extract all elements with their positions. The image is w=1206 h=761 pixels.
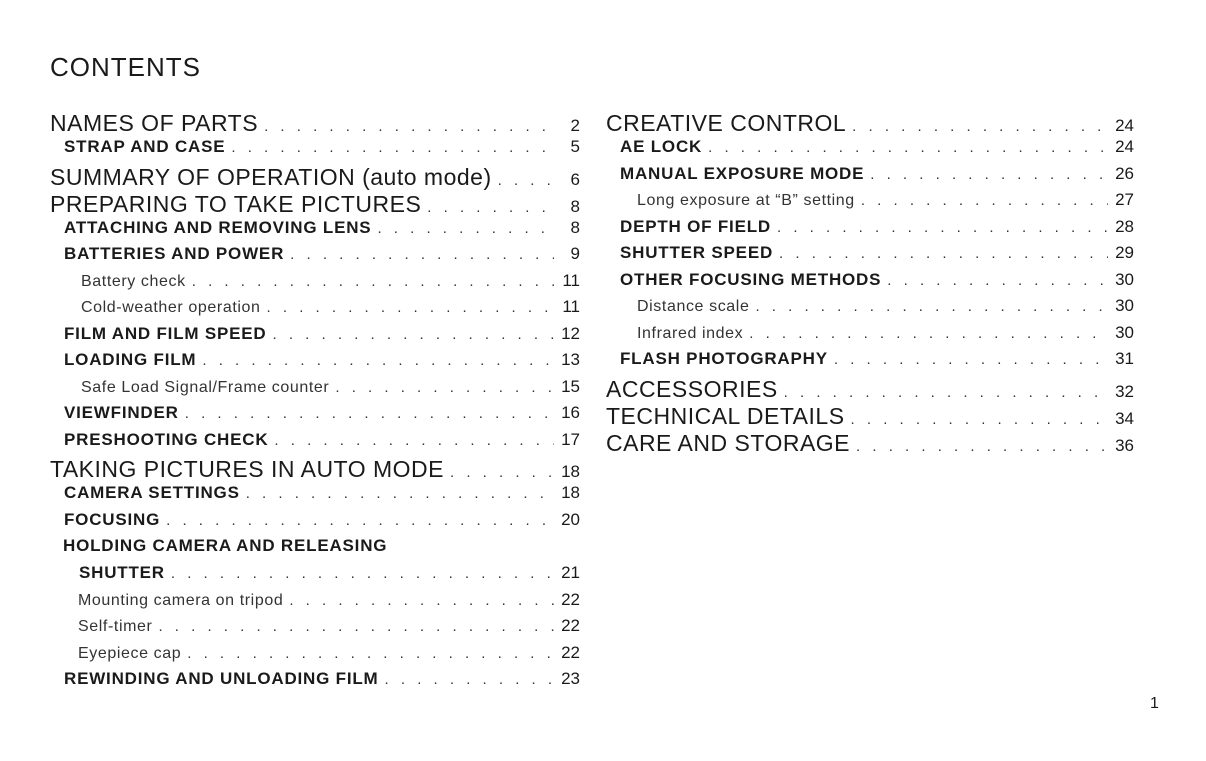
toc-entry-page: 22	[561, 589, 580, 609]
toc-entry-page: 18	[561, 462, 580, 481]
leader-dots	[427, 199, 554, 216]
toc-entry-page: 2	[570, 116, 580, 135]
leader-dots	[852, 118, 1108, 135]
leader-dots	[267, 299, 554, 316]
toc-entry-page: 24	[1115, 137, 1134, 156]
leader-dots	[851, 411, 1108, 428]
toc-entry-page: 26	[1115, 163, 1134, 183]
leader-dots	[887, 272, 1108, 289]
toc-entry-page: 6	[570, 169, 580, 189]
toc-entry[interactable]	[50, 563, 580, 590]
leader-dots	[784, 384, 1108, 401]
toc-entry[interactable]	[606, 403, 1134, 430]
leader-dots	[450, 464, 554, 481]
toc-entry-title: VIEWFINDER	[64, 403, 179, 422]
toc-entry-title: Infrared index	[637, 324, 744, 342]
toc-entry-page: 30	[1115, 269, 1134, 289]
toc-entry[interactable]	[606, 164, 1134, 191]
toc-entry[interactable]	[50, 244, 580, 271]
toc-left-column	[50, 110, 580, 696]
toc-entry-page: 5	[570, 137, 580, 156]
toc-entry[interactable]	[50, 350, 580, 377]
toc-entry-page: 18	[561, 483, 580, 502]
toc-entry-title: SHUTTER SPEED	[620, 243, 774, 262]
toc-entry-page: 27	[1115, 190, 1134, 209]
toc-entry-page: 9	[570, 244, 580, 263]
toc-entry-title: MANUAL EXPOSURE MODE	[620, 163, 865, 183]
toc-entry[interactable]	[50, 297, 580, 324]
leader-dots	[264, 118, 554, 135]
leader-dots	[202, 352, 554, 369]
leader-dots	[274, 432, 554, 449]
toc-entry[interactable]	[606, 376, 1134, 403]
toc-entry[interactable]	[50, 616, 580, 643]
toc-entry[interactable]	[606, 137, 1134, 164]
toc-entry-title: FILM AND FILM SPEED	[64, 323, 267, 343]
leader-dots	[185, 405, 554, 422]
toc-entry-title: FOCUSING	[64, 509, 161, 529]
leader-dots	[171, 565, 554, 582]
toc-entry-page: 32	[1115, 381, 1134, 401]
toc-entry[interactable]	[50, 403, 580, 430]
toc-entry[interactable]	[50, 324, 580, 351]
toc-entry-title: Eyepiece cap	[78, 644, 182, 662]
toc-entry-page: 34	[1115, 408, 1134, 428]
toc-entry[interactable]	[50, 510, 580, 537]
toc-entry[interactable]	[50, 218, 580, 245]
toc-entry[interactable]	[606, 243, 1134, 270]
toc-entry-page: 8	[570, 196, 580, 216]
toc-entry-title: DEPTH OF FIELD	[620, 216, 771, 236]
leader-dots	[834, 351, 1108, 368]
toc-entry-title: CAMERA SETTINGS	[64, 483, 240, 502]
toc-entry[interactable]	[50, 137, 580, 164]
toc-entry-title: REWINDING AND UNLOADING FILM	[64, 669, 379, 688]
leader-dots	[246, 485, 554, 502]
toc-entry-title: NAMES OF PARTS	[50, 110, 259, 136]
toc-entry[interactable]	[50, 483, 580, 510]
toc-entry-page: 36	[1115, 435, 1134, 455]
toc-entry[interactable]	[50, 590, 580, 617]
leader-dots	[158, 618, 554, 635]
toc-entry-title: SUMMARY OF OPERATION (auto mode)	[50, 163, 492, 190]
toc-entry-page: 12	[561, 323, 580, 343]
toc-entry[interactable]	[606, 323, 1134, 350]
toc-entry[interactable]	[50, 669, 580, 696]
toc-entry[interactable]	[606, 430, 1134, 457]
toc-entry-page: 29	[1115, 243, 1134, 262]
toc-entry-page: 15	[561, 376, 580, 396]
toc-entry-title: SHUTTER	[79, 563, 165, 582]
toc-entry-page: 16	[561, 403, 580, 422]
toc-entry-title: OTHER FOCUSING METHODS	[620, 269, 882, 289]
toc-entry-title: Battery check	[81, 272, 186, 290]
toc-entry-page: 17	[561, 429, 580, 449]
toc-entry-title: BATTERIES AND POWER	[64, 244, 285, 263]
toc-entry-title: ATTACHING AND REMOVING LENS	[64, 217, 372, 237]
leader-dots	[856, 438, 1108, 455]
leader-dots	[749, 325, 1108, 342]
toc-entry-title: Safe Load Signal/Frame counter	[81, 378, 330, 396]
toc-entry-title: STRAP AND CASE	[64, 137, 226, 156]
toc-entry-page: 31	[1115, 349, 1134, 368]
toc-entry[interactable]	[50, 643, 580, 670]
toc-entry-page: 8	[570, 217, 580, 237]
leader-dots	[755, 298, 1108, 315]
toc-entry-title-line1[interactable]: HOLDING CAMERA AND RELEASING	[63, 536, 388, 555]
toc-entry-title: CARE AND STORAGE	[606, 429, 851, 456]
toc-entry-page: 20	[561, 509, 580, 529]
leader-dots	[192, 273, 554, 290]
leader-dots	[708, 139, 1108, 156]
leader-dots	[335, 379, 554, 396]
toc-entry[interactable]	[606, 190, 1134, 217]
toc-entry-title: AE LOCK	[620, 137, 703, 156]
toc-entry-page: 30	[1115, 322, 1134, 342]
toc-entry[interactable]	[606, 110, 1134, 137]
toc-entry[interactable]	[50, 456, 580, 483]
toc-entry-title: Distance scale	[637, 298, 750, 315]
toc-entry[interactable]	[50, 430, 580, 457]
leader-dots	[498, 172, 554, 189]
toc-entry-title: ACCESSORIES	[606, 375, 778, 402]
toc-entry-page: 11	[562, 297, 580, 316]
toc-entry-title: TECHNICAL DETAILS	[606, 402, 845, 429]
toc-entry-page: 11	[562, 270, 580, 290]
toc-entry-page: 13	[561, 350, 580, 369]
toc-entry-page: 22	[561, 616, 580, 635]
toc-entry-title: CREATIVE CONTROL	[606, 110, 847, 136]
toc-entry-page: 28	[1115, 216, 1134, 236]
toc-entry-page: 24	[1115, 116, 1134, 135]
leader-dots	[273, 326, 554, 343]
leader-dots	[779, 245, 1108, 262]
toc-entry[interactable]	[50, 271, 580, 298]
leader-dots	[290, 246, 554, 263]
toc-entry[interactable]	[50, 164, 580, 191]
toc-entry-page: 30	[1115, 296, 1134, 315]
toc-entry-title: Self-timer	[78, 618, 153, 635]
leader-dots	[166, 512, 554, 529]
toc-entry-title: Long exposure at “B” setting	[637, 192, 855, 209]
toc-entry-title: FLASH PHOTOGRAPHY	[620, 349, 828, 368]
leader-dots	[861, 192, 1108, 209]
toc-entry-page: 21	[561, 563, 580, 582]
leader-dots	[289, 592, 554, 609]
toc-entry[interactable]	[606, 349, 1134, 376]
toc-entry[interactable]	[50, 191, 580, 218]
page-number: 1	[1150, 695, 1159, 712]
leader-dots	[385, 671, 554, 688]
toc-entry[interactable]	[50, 110, 580, 137]
toc-entry-title: PREPARING TO TAKE PICTURES	[50, 190, 422, 217]
leader-dots	[777, 219, 1108, 236]
toc-entry-title: LOADING FILM	[64, 350, 197, 369]
toc-entry[interactable]	[606, 270, 1134, 297]
toc-entry-title: Cold-weather operation	[81, 299, 261, 316]
toc-entry[interactable]	[606, 296, 1134, 323]
leader-dots	[187, 645, 554, 662]
toc-entry-page: 23	[561, 669, 580, 688]
leader-dots	[870, 166, 1108, 183]
toc-entry[interactable]	[50, 377, 580, 404]
leader-dots	[231, 139, 554, 156]
page-title: CONTENTS	[50, 52, 201, 82]
leader-dots	[377, 220, 554, 237]
toc-entry[interactable]	[606, 217, 1134, 244]
toc-entry-title: TAKING PICTURES IN AUTO MODE	[50, 456, 444, 482]
toc-entry-page: 22	[561, 642, 580, 662]
toc-entry-title: Mounting camera on tripod	[78, 591, 284, 609]
toc-right-column	[606, 110, 1134, 457]
toc-entry-title: PRESHOOTING CHECK	[64, 429, 269, 449]
